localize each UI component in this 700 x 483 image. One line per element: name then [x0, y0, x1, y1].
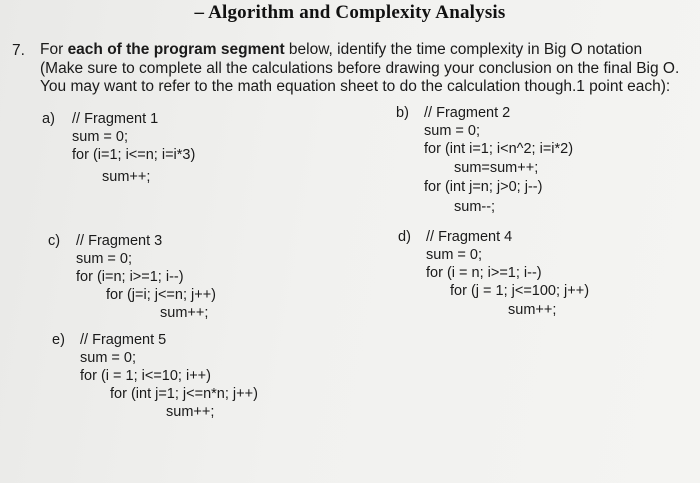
code-line: for (int j=n; j>0; j--) — [424, 179, 543, 195]
code-line: for (j = 1; j<=100; j++) — [450, 283, 590, 299]
code-line: sum = 0; — [72, 129, 129, 145]
question-text-after-bold: below, identify the time complexity in Big O notation — [284, 41, 643, 58]
code-line: sum++; — [160, 305, 209, 321]
code-line: for (i = 1; i<=10; i++) — [80, 368, 211, 384]
code-line: sum++; — [508, 302, 557, 318]
code-line: for (i = n; i>=1; i--) — [426, 265, 542, 281]
fragment-comment: // Fragment 2 — [424, 105, 511, 121]
code-line: for (int i=1; i<n^2; i=i*2) — [424, 141, 574, 157]
question-number: 7. — [12, 42, 25, 59]
fragment-label: b) — [396, 105, 409, 121]
question-text-before-bold: For — [40, 41, 68, 58]
question-bold-text: each of the program segment — [67, 41, 285, 58]
fragment-label: a) — [42, 111, 55, 127]
question-line-1 — [40, 41, 642, 59]
question-line-3: You may want to refer to the math equation sheet to do the calculation though.1 point each): — [40, 78, 671, 95]
code-line: sum--; — [454, 199, 496, 215]
code-line: for (i=1; i<=n; i=i*3) — [72, 147, 196, 163]
fragment-label: c) — [48, 233, 61, 249]
code-line: sum++; — [102, 169, 151, 185]
fragment-label: e) — [52, 332, 65, 348]
fragment-comment: // Fragment 3 — [76, 233, 163, 249]
code-line: sum = 0; — [424, 123, 481, 139]
fragment-label: d) — [398, 229, 411, 245]
code-line: sum = 0; — [76, 251, 133, 267]
question-line-2: (Make sure to complete all the calculations before drawing your conclusion on the final Big O. — [40, 60, 680, 77]
fragment-comment: // Fragment 5 — [80, 332, 167, 348]
code-line: for (i=n; i>=1; i--) — [76, 269, 184, 285]
code-line: sum = 0; — [426, 247, 483, 263]
code-line: sum++; — [166, 404, 215, 420]
code-line: sum = 0; — [80, 350, 137, 366]
code-line: sum=sum++; — [454, 160, 539, 176]
page-title: – Algorithm and Complexity Analysis — [194, 2, 506, 23]
code-line: for (int j=1; j<=n*n; j++) — [110, 386, 258, 402]
code-line: for (j=i; j<=n; j++) — [106, 287, 217, 303]
fragment-comment: // Fragment 1 — [72, 111, 159, 127]
fragment-comment: // Fragment 4 — [426, 229, 513, 245]
